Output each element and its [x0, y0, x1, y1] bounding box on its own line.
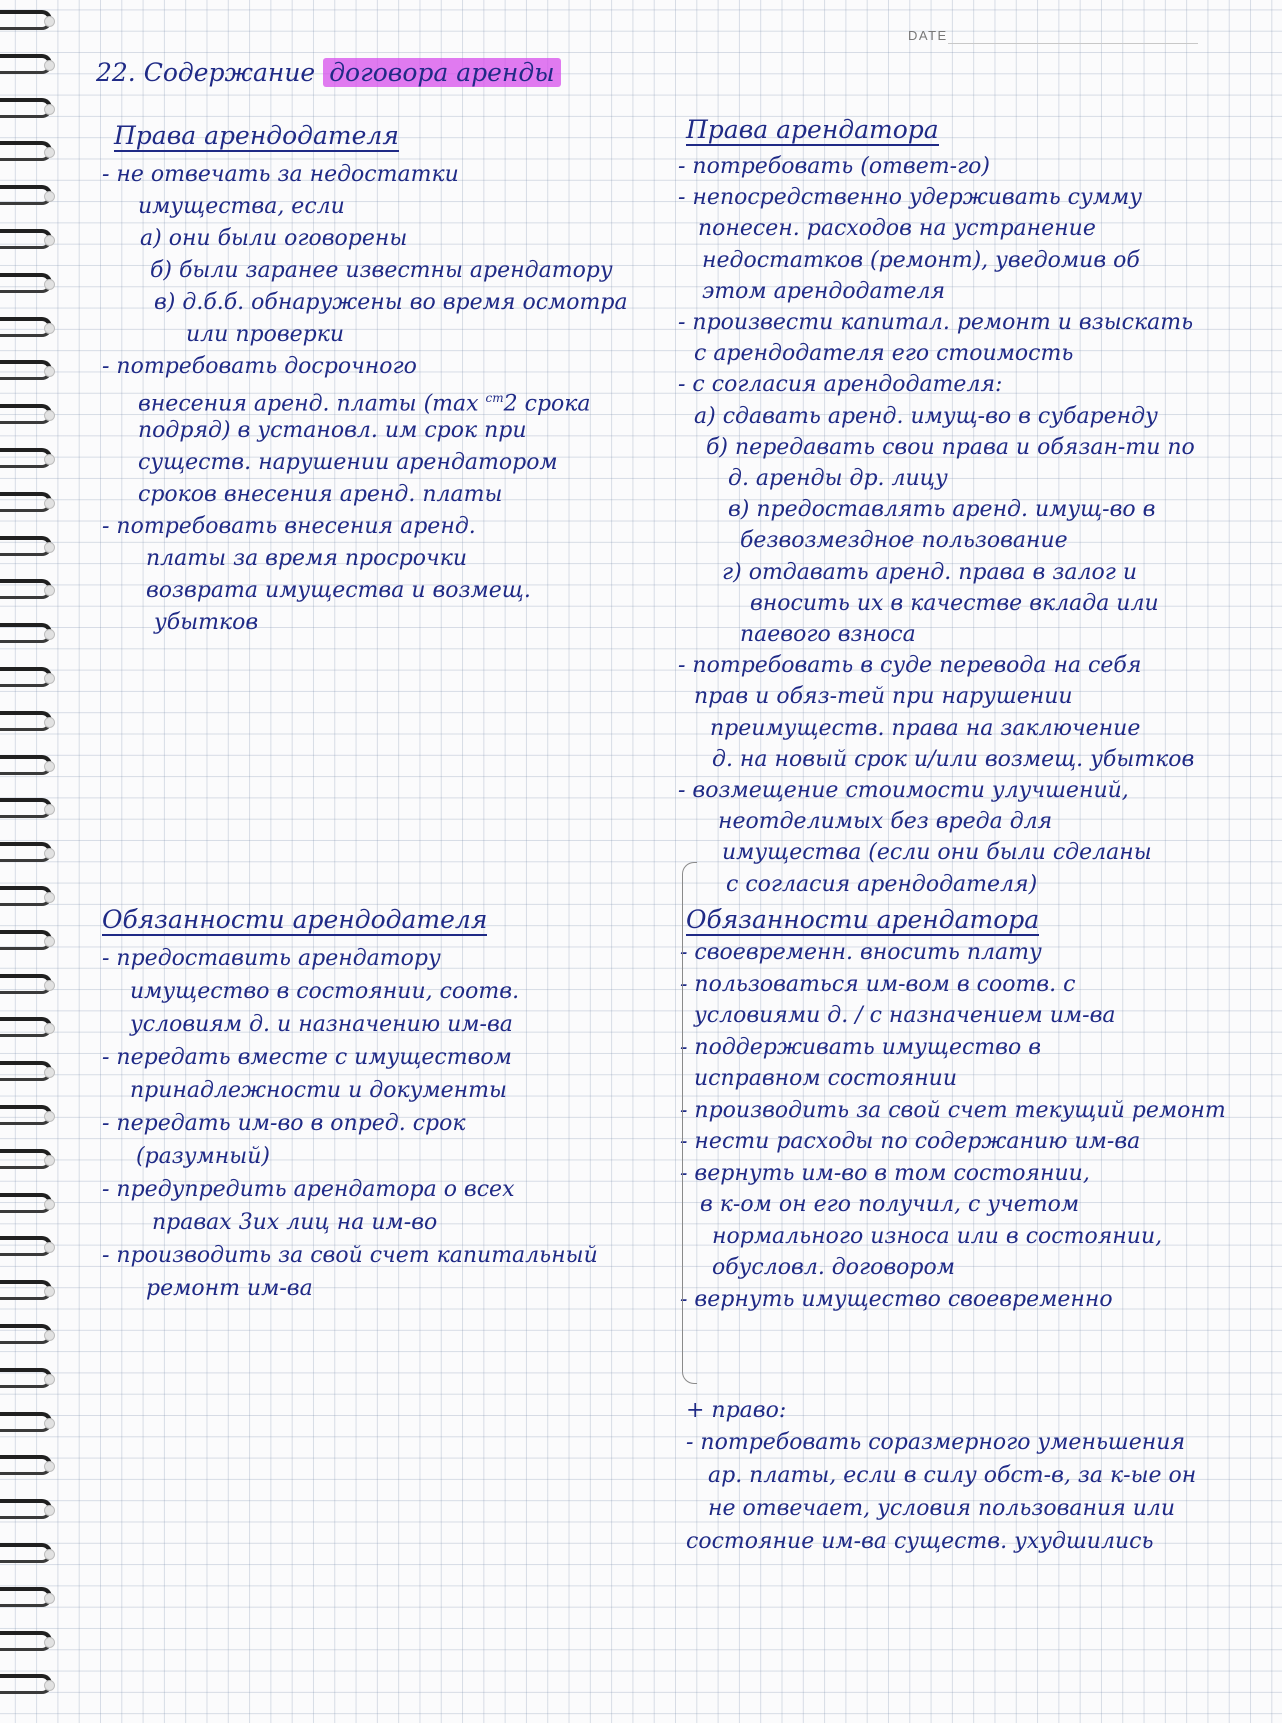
handwritten-line: - предупредить арендатора о всех	[102, 1177, 515, 1202]
handwritten-line: - производить за свой счет текущий ремонт	[680, 1097, 1226, 1123]
binding-hole	[44, 1418, 55, 1429]
binding-hole	[44, 1242, 55, 1253]
binding-hole	[44, 323, 55, 334]
title-highlight: договора аренды	[323, 58, 560, 87]
handwritten-line: обусловл. договором	[712, 1255, 955, 1280]
handwritten-line: возврата имущества и возмещ.	[146, 578, 531, 603]
handwritten-line: - потребовать досрочного	[102, 354, 417, 379]
binding-hole	[44, 1067, 55, 1078]
handwritten-line: существ. нарушении арендатором	[138, 450, 558, 475]
handwritten-line: а) они были оговорены	[140, 226, 408, 251]
binding-hole	[44, 1680, 55, 1691]
binding-hole	[44, 804, 55, 815]
tenant-duties-heading: Обязанности арендатора	[686, 905, 1040, 934]
additional-right-heading: + право:	[686, 1398, 787, 1423]
tenant-rights-heading: Права арендатора	[686, 115, 939, 144]
handwritten-line: сроков внесения аренд. платы	[138, 482, 503, 507]
binding-hole	[44, 191, 55, 202]
handwritten-line: - передать им-во в опред. срок	[102, 1111, 466, 1136]
handwritten-line: имущество в состоянии, соотв.	[130, 979, 520, 1004]
superscript-note: ст	[485, 391, 504, 405]
binding-hole	[44, 980, 55, 991]
binding-hole	[44, 1593, 55, 1604]
binding-hole	[44, 279, 55, 290]
binding-hole	[44, 1549, 55, 1560]
handwritten-line: этом арендодателя	[702, 278, 946, 304]
handwritten-line: - потребовать внесения аренд.	[102, 514, 476, 539]
date-line	[948, 43, 1198, 44]
binding-hole	[44, 673, 55, 684]
handwritten-line: б) передавать свои права и обязан-ти по	[706, 434, 1195, 460]
handwritten-line: - потребовать в суде перевода на себя	[678, 653, 1142, 679]
date-label: DATE	[908, 28, 948, 43]
binding-hole	[44, 366, 55, 377]
handwritten-line: неотделимых без вреда для	[718, 809, 1053, 835]
binding-hole	[44, 1023, 55, 1034]
binding-hole	[44, 542, 55, 553]
binding-hole	[44, 1286, 55, 1297]
handwritten-line: подряд) в установл. им срок при	[138, 418, 527, 443]
handwritten-line: - производить за свой счет капитальный	[102, 1243, 598, 1268]
handwritten-line: принадлежности и документы	[130, 1078, 507, 1103]
page-title	[96, 58, 561, 87]
handwritten-line: - передать вместе с имуществом	[102, 1045, 512, 1070]
handwritten-line: понесен. расходов на устранение	[698, 216, 1096, 242]
handwritten-line: вносить их в качестве вклада или	[750, 590, 1159, 616]
handwritten-line: преимуществ. права на заключение	[710, 715, 1141, 741]
handwritten-line: состояние им-ва существ. ухудшились	[686, 1529, 1154, 1554]
handwritten-line: - нести расходы по содержанию им-ва	[680, 1129, 1141, 1154]
handwritten-line: в) предоставлять аренд. имущ-во в	[728, 497, 1156, 523]
handwritten-line: убытков	[154, 610, 259, 635]
handwritten-line: или проверки	[186, 322, 345, 347]
handwritten-line: - потребовать (ответ-го)	[678, 154, 990, 179]
handwritten-line: - своевременн. вносить плату	[680, 940, 1042, 965]
binding-hole	[44, 1374, 55, 1385]
handwritten-line: правах 3их лиц на им-во	[152, 1210, 438, 1235]
binding-hole	[44, 629, 55, 640]
handwritten-line: - произвести капитал. ремонт и взыскать	[678, 310, 1194, 335]
handwritten-line: условиям д. и назначению им-ва	[130, 1012, 513, 1037]
binding-hole	[44, 585, 55, 596]
handwritten-line: ар. платы, если в силу обст-в, за к-ые он	[708, 1463, 1197, 1488]
handwritten-line: д. аренды др. лицу	[728, 466, 948, 491]
handwritten-line: д. на новый срок и/или возмещ. убытков	[712, 746, 1195, 772]
handwritten-line: имущества, если	[138, 194, 345, 219]
handwritten-line: внесения аренд. платы (max $^{ст}$2 срока	[138, 391, 591, 417]
landlord-duties-heading: Обязанности арендодателя	[102, 905, 488, 934]
binding-hole	[44, 1637, 55, 1648]
binding-hole	[44, 498, 55, 509]
landlord-rights-heading: Права арендодателя	[114, 121, 399, 150]
binding-hole	[44, 1505, 55, 1516]
handwritten-line: нормального износа или в состоянии,	[712, 1223, 1163, 1249]
title-plain: Содержание	[143, 58, 316, 87]
spiral-binding	[0, 0, 60, 1723]
handwritten-line: ремонт им-ва	[146, 1276, 313, 1301]
handwritten-line: - предоставить арендатору	[102, 946, 441, 971]
binding-hole	[44, 410, 55, 421]
handwritten-line: не отвечает, условия пользования или	[708, 1496, 1176, 1521]
handwritten-line: г) отдавать аренд. права в залог и	[722, 559, 1137, 585]
binding-hole	[44, 1461, 55, 1472]
handwritten-line: паевого взноса	[740, 622, 916, 647]
handwritten-line: - вернуть имущество своевременно	[680, 1286, 1113, 1312]
binding-hole	[44, 936, 55, 947]
binding-hole	[44, 60, 55, 71]
handwritten-line: условиями д. / с назначением им-ва	[694, 1003, 1116, 1028]
binding-hole	[44, 761, 55, 772]
handwritten-line: - возмещение стоимости улучшений,	[678, 778, 1129, 803]
handwritten-line: в к-ом он его получил, с учетом	[700, 1192, 1080, 1217]
binding-hole	[44, 717, 55, 728]
handwritten-line: платы за время просрочки	[146, 546, 468, 571]
handwritten-line: с арендодателя его стоимость	[694, 341, 1074, 367]
binding-hole	[44, 104, 55, 115]
handwritten-line: - пользоваться им-вом в соотв. с	[680, 971, 1076, 997]
binding-hole	[44, 848, 55, 859]
handwritten-line: - потребовать соразмерного уменьшения	[686, 1430, 1186, 1455]
binding-hole	[44, 1111, 55, 1122]
handwritten-line: прав и обяз-тей при нарушении	[694, 684, 1073, 710]
binding-hole	[44, 235, 55, 246]
handwritten-line: - непосредственно удерживать сумму	[678, 185, 1143, 211]
handwritten-line: недостатков (ремонт), уведомив об	[702, 247, 1140, 273]
bracket-line	[682, 862, 697, 1384]
binding-hole	[44, 1199, 55, 1210]
binding-hole	[44, 1155, 55, 1166]
handwritten-line: а) сдавать аренд. имущ-во в субаренду	[694, 403, 1158, 429]
handwritten-line: в) д.б.б. обнаружены во время осмотра	[154, 290, 628, 315]
handwritten-line: безвозмездное пользование	[740, 528, 1068, 554]
handwritten-line: - поддерживать имущество в	[680, 1034, 1042, 1060]
binding-hole	[44, 16, 55, 27]
handwritten-line: (разумный)	[136, 1144, 270, 1169]
binding-hole	[44, 1330, 55, 1341]
handwritten-line: - с согласия арендодателя:	[678, 372, 1003, 398]
handwritten-line: исправном состоянии	[694, 1066, 958, 1091]
binding-hole	[44, 147, 55, 158]
handwritten-line: имущества (если они были сделаны	[722, 840, 1152, 866]
handwritten-line: б) были заранее известны арендатору	[150, 258, 613, 283]
handwritten-line: - не отвечать за недостатки	[102, 162, 459, 187]
handwritten-line: с согласия арендодателя)	[726, 871, 1038, 897]
binding-hole	[44, 454, 55, 465]
binding-hole	[44, 892, 55, 903]
handwritten-line: - вернуть им-во в том состоянии,	[680, 1160, 1090, 1186]
title-number: 22.	[96, 58, 136, 87]
